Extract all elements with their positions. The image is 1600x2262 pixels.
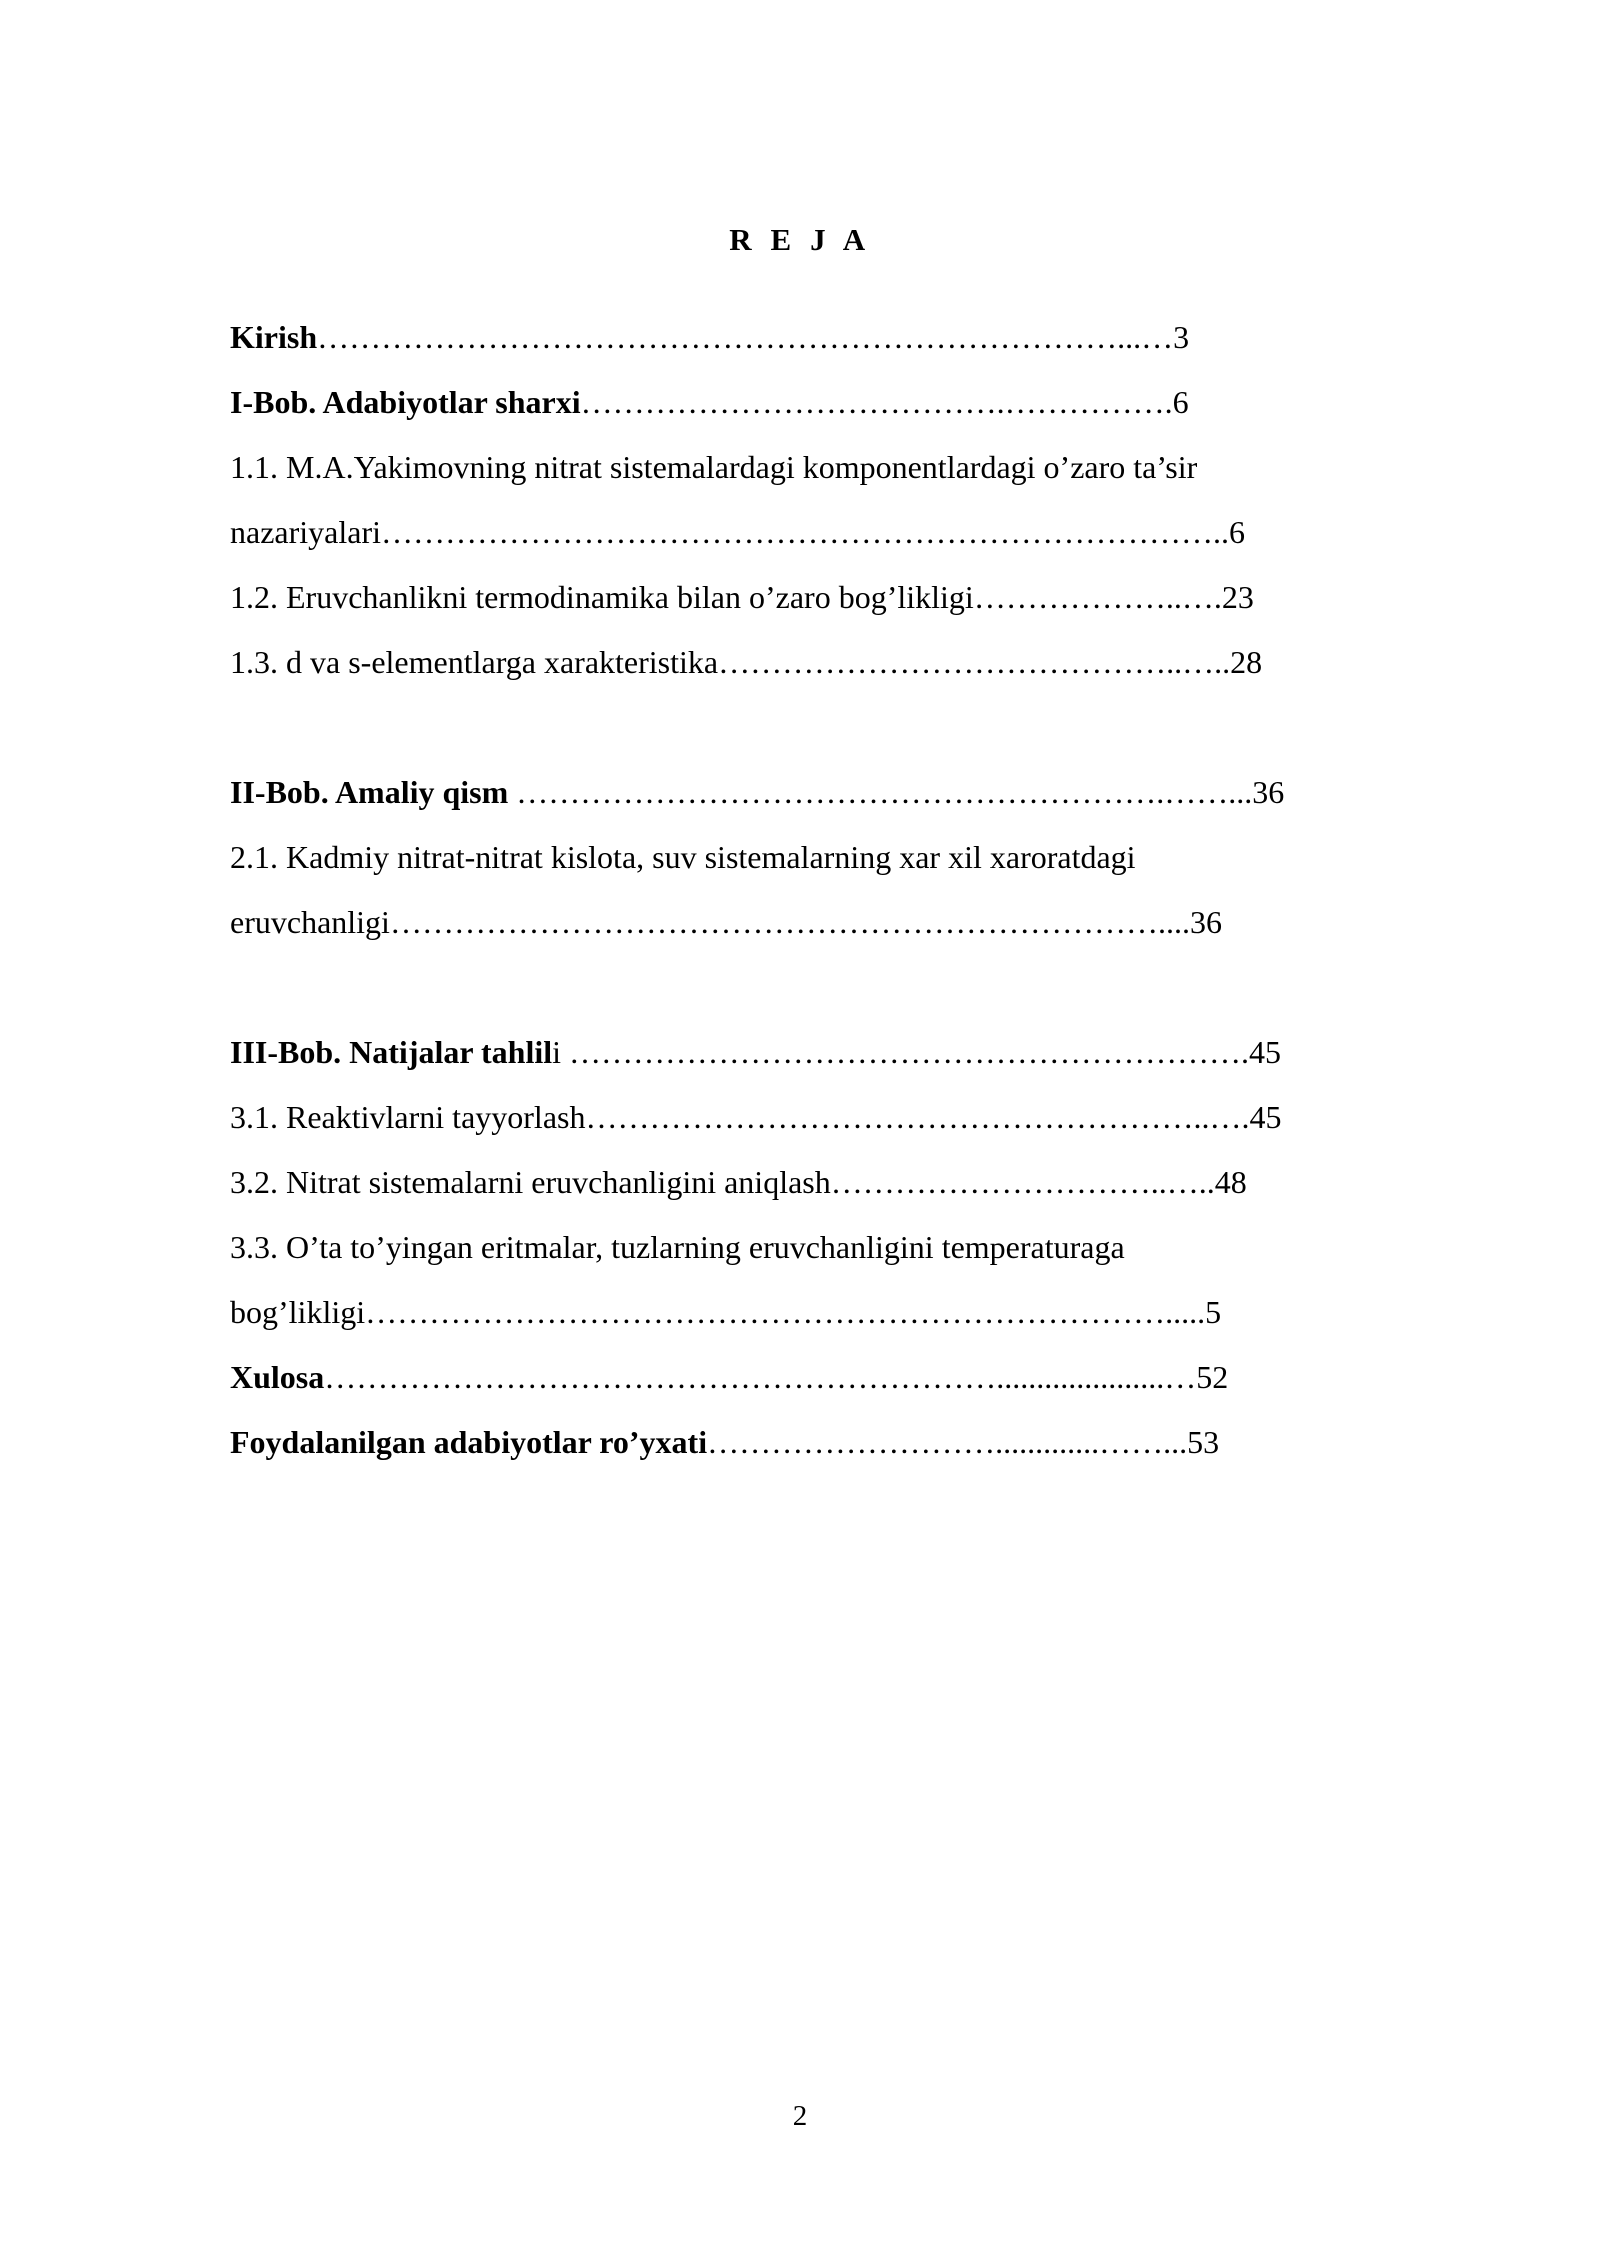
toc-leader: ………………………………….…………….6: [580, 384, 1189, 420]
toc-entry-3-3-line-2: bog’likligi………………………………………………………………….....5: [230, 1294, 1222, 1330]
toc-entry-3-1: 3.1. Reaktivlarni tayyorlash…………………………………………………..….45: [230, 1099, 1282, 1135]
toc-entry-label: II-Bob. Amaliy qism: [230, 774, 509, 810]
toc-entry-1-3: 1.3. d va s-elementlarga xarakteristika……………………………………..…..28: [230, 644, 1263, 680]
toc-entry-label: Xulosa: [230, 1359, 325, 1395]
toc-entry-label: III-Bob. Natijalar tahlil: [230, 1034, 553, 1070]
toc-entry-label: Foydalanilgan adabiyotlar ro’yxati: [230, 1424, 708, 1460]
toc-leader: …………………………………………………………………...…3: [317, 319, 1190, 355]
toc-leader: ……………………………………………………….....................…52: [324, 1359, 1229, 1395]
toc-entry-1-1-line-2: nazariyalari……………………………………………………………………..6: [230, 514, 1245, 550]
page-number: 2: [792, 2100, 808, 2132]
toc-entry-3-3-line-1: 3.3. O’ta to’yingan eritmalar, tuzlarning eruvchanligini temperaturaga: [230, 1229, 1125, 1265]
section-spacer: [230, 695, 1440, 760]
toc-entry-bob-2: [230, 760, 1440, 825]
toc-entry-2-1-line-2: eruvchanligi………………………………………………………………....36: [230, 904, 1222, 940]
toc-entry-label: I-Bob. Adabiyotlar sharxi: [230, 384, 581, 420]
toc-entry-label-tail: i: [552, 1034, 561, 1070]
toc-entry-1-1-line-1: 1.1. M.A.Yakimovning nitrat sistemalardagi komponentlardagi o’zaro ta’sir: [230, 449, 1198, 485]
toc-entry-kirish: [230, 305, 1440, 370]
section-spacer: [230, 955, 1440, 1020]
toc-entry-1-2: 1.2. Eruvchanlikni termodinamika bilan o’zaro bog’likligi………………..….23: [230, 579, 1254, 615]
toc-entry-foydalanilgan: [230, 1410, 1440, 1475]
toc-entry-xulosa: [230, 1345, 1440, 1410]
toc-leader: ……………………………………………………….45: [561, 1034, 1281, 1070]
toc-entry-bob-1: [230, 370, 1440, 435]
toc-leader: ……………………….............……...53: [707, 1424, 1220, 1460]
toc-entry-3-2: 3.2. Nitrat sistemalarni eruvchanligini aniqlash…………………………..…..48: [230, 1164, 1247, 1200]
toc-leader: …………………………………………………….……...36: [508, 774, 1285, 810]
toc-entry-bob-3: [230, 1020, 1440, 1085]
toc-entry-label: Kirish: [230, 319, 318, 355]
table-of-contents: [230, 305, 1440, 1475]
page-title: R E J A: [729, 222, 871, 257]
toc-entry-2-1-line-1: 2.1. Kadmiy nitrat-nitrat kislota, suv sistemalarning xar xil xaroratdagi: [230, 839, 1136, 875]
